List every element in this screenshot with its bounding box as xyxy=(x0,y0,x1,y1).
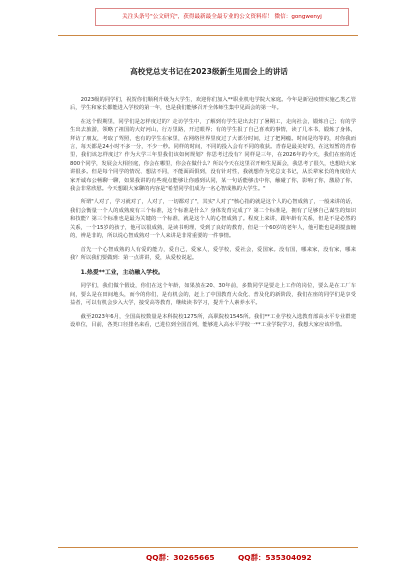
bottom-divider xyxy=(58,547,358,548)
paragraph: 截至2023年6月，全国高校数量是本科院校1275所，高职院校1545所。我们**工业学校入选教育部高水平专业群建设单位，目前，各类口径排名来看，已进位到全国首列，能够进入高水平学校一**工业学院学习，我想大家应该珍惜。 xyxy=(70,313,356,328)
document-body xyxy=(70,96,356,334)
document-title: 高校党总支书记在2023级新生见面会上的讲话 xyxy=(130,67,288,76)
qq-group-1: QQ群：30265665 xyxy=(146,553,215,562)
qq-group-2: QQ群：535304092 xyxy=(238,553,312,562)
paragraph: 首先一个心智成熟的人有爱的能力，爱自己，爱家人，爱学校，爱社会，爱国家。没有国，哪来家，没有家，哪来我？所以我们要做到：第一点讲讲，爱，从爱校说起。 xyxy=(70,246,356,261)
paragraph: 2023级的同学们，祝贺你们顺利升级为大学生，欢迎你们加入**职业机电学院大家庭。今年是新冠疫情实施乙类乙管后，学生和家长都能进入学校的第一年，也是我们能够召开全体师生集中见面会的第一年。 xyxy=(70,97,356,112)
banner-text: 关注头条号"公文研究"，获得最新最全最专业的公文资料库！ 微信：gongwenyj xyxy=(122,14,322,20)
paragraph: 在这个假期里，同学们是怎样度过的？走访学生中，了解到有学生是出去打了暑期工，走向社会，锻炼自己；有的学生出去旅游，领略了祖国的大好河山，行万里路，开过眼界；有的学生报了自己喜欢的事情，读了几本书，锻炼了身体，拜访了朋友，考取了驾照，也有的学生在家里，在网络世界里度过了大部分时间，过了把网瘾。时间是均等的，对你我而言，每天都是24小时不多一分，不少一秒。同样的时间，不同的投入会有不同的收获。青春是最美好的，在这短暂的青春里，我们该怎样度过？作为大学三年里我们该如何规划？你思考过没有？同样是三年，在2026年的今天，我们在座的近800个同学，发展会大相径庭，你会在哪里，你会在做什么？所以今天在这里召开师生见面会，我思考了很久，也想给大家讲很多。但是每个同学的情况、想法不同，不能面面俱到，没有针对性，我就想作为党总支书记，从长辈家长的角度给大家开诚布公畅聊一聊，如果我讲的有些观点能够让你感到认同，某一句话能够击中你，触碰了你，影响了你，激励了你，我会非常欣慰。今天想跟大家聊的内容是"希望同学们成为一名心智成熟的大学生。" xyxy=(70,118,356,193)
section-heading: 1.热爱**工业，主动融入学校。 xyxy=(80,270,164,277)
top-banner xyxy=(95,8,349,26)
top-divider xyxy=(58,35,358,36)
footer xyxy=(0,549,408,569)
paragraph: 所谓"人对了，学习就对了，人对了，一切都对了"，其实"人对了"核心指的就是这个人的心智成熟了，一般来讲的话，我们会衡量一个人的成熟度有三个标准，这个标准是什么？身体发育完成了？第二个标准是，拥有了足够自己谋生的知识和技能？第三个标准也是最为关键的一个标准，就是这个人的心智成熟了。程度上来讲，跟年龄有关系，但是不是必然的关系，一个15岁的孩子，他可以很成熟，是读书明理，受到了良好的教育，但是一个60岁的老年人，他可能也是胡搅蛮缠的，辨是非的，所以说心智成熟对一个人来讲是非常重要的一件事情。 xyxy=(70,199,356,240)
paragraph: 同学们，我们做个假设，你们在这个年龄，如果放在20、30年前，多数同学是要走上工作的岗位，要么是在工厂车间，要么是在田间地头，而今的你们，是有机会的，赶上了中国教育大众化、普及化的新阶段，我们在座的同学们是享受益者，可以有机会步入大学，接受高等教育，继续读书学习，提升个人素养水平。 xyxy=(70,283,356,307)
